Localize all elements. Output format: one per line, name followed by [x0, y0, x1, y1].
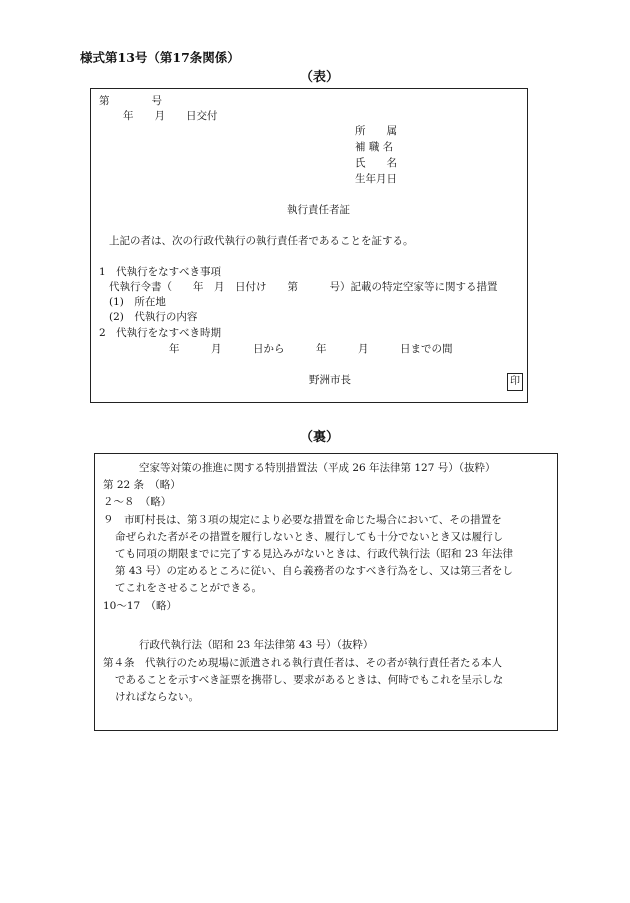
law1-paragraph-9-line-5: てこれをさせることができる。 — [115, 582, 262, 594]
front-heading: （表） — [300, 70, 340, 85]
front-certificate-box — [90, 88, 528, 403]
item-2: 2 代執行をなすべき時期 — [99, 327, 221, 339]
law1-paragraph-9-line-2: 命ぜられた者がその措置を履行しないとき、履行しても十分でないとき又は履行し — [115, 531, 504, 543]
law1-paragraph-2-8: ２～８ （略） — [103, 496, 172, 508]
law1-paragraph-10-17: 10～17 （略） — [103, 600, 177, 612]
law2-article-4-line-3: ければならない。 — [115, 691, 199, 703]
law1-paragraph-9-line-4: 第 43 号）の定めるところに従い、自ら義務者のなすべき行為をし、又は第三者をし — [115, 565, 513, 577]
field-affiliation: 所 属 — [355, 125, 397, 137]
seal-stamp: 印 — [507, 373, 523, 391]
seal-mark — [507, 373, 523, 391]
law1-article-22: 第 22 条 （略） — [103, 479, 181, 491]
signer-title: 野洲市長 — [309, 374, 351, 386]
back-excerpt-box — [94, 453, 558, 731]
back-heading: （裏） — [300, 430, 340, 445]
field-birthdate: 生年月日 — [355, 173, 397, 185]
item-1-content: (2) 代執行の内容 — [109, 311, 198, 323]
law2-article-4-line-2: であることを示すべき証票を携帯し、要求があるときは、何時でもこれを呈示しな — [115, 674, 504, 686]
certificate-title: 執行責任者証 — [287, 204, 350, 216]
form-number: 様式第13号（第17条関係） — [80, 50, 240, 65]
certificate-statement: 上記の者は、次の行政代執行の執行責任者であることを証する。 — [109, 235, 414, 247]
item-1: 1 代執行をなすべき事項 — [99, 266, 221, 278]
item-1-order: 代執行令書（ 年 月 日付け 第 号）記載の特定空家等に関する措置 — [109, 281, 498, 293]
law1-paragraph-9-line-3: ても同項の期限までに完了する見込みがないときは、行政代執行法（昭和 23 年法律 — [115, 548, 514, 560]
issue-date: 年 月 日交付 — [123, 110, 218, 122]
field-position: 補 職 名 — [355, 141, 394, 153]
law1-paragraph-9-line-1: ９ 市町村長は、第３項の規定により必要な措置を命じた場合において、その措置を — [103, 514, 502, 526]
law1-title: 空家等対策の推進に関する特別措置法（平成 26 年法律第 127 号）（抜粋） — [139, 462, 496, 474]
certificate-number: 第 号 — [99, 95, 162, 107]
law2-title: 行政代執行法（昭和 23 年法律第 43 号）（抜粋） — [139, 639, 374, 651]
field-name: 氏 名 — [355, 157, 397, 169]
execution-period: 年 月 日から 年 月 日までの間 — [169, 343, 453, 355]
item-1-location: (1) 所在地 — [109, 296, 166, 308]
law2-article-4-line-1: 第４条 代執行のため現場に派遣される執行責任者は、その者が執行責任者たる本人 — [103, 657, 502, 669]
